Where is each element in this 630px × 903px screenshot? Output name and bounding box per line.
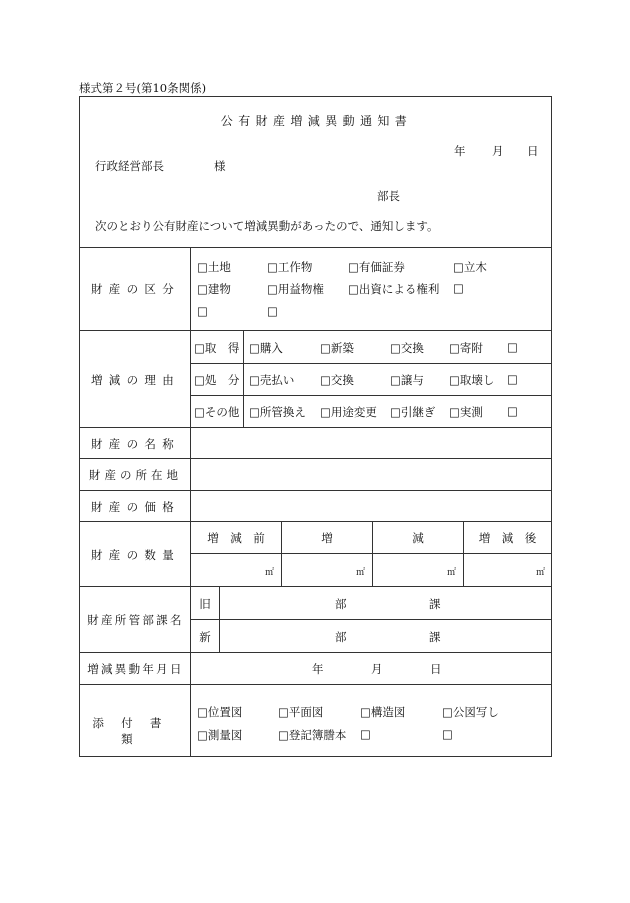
reason-option[interactable]: □所管換え <box>249 405 306 419</box>
location-label: 財産の所在地 <box>88 468 183 482</box>
date-month: 月 <box>492 144 504 158</box>
sender-department: 部長 <box>377 189 400 203</box>
reason-option[interactable]: □購入 <box>249 341 283 355</box>
name-field[interactable] <box>191 428 551 458</box>
rule <box>80 652 551 653</box>
category-option[interactable]: □立木 <box>453 260 487 274</box>
rule <box>190 395 551 396</box>
department-tag-divider <box>219 586 220 652</box>
attachment-option[interactable]: □測量図 <box>197 728 243 742</box>
category-option[interactable]: □ <box>197 304 208 318</box>
category-option[interactable]: □工作物 <box>267 260 313 274</box>
attachment-option[interactable]: □構造図 <box>360 705 406 719</box>
attachment-option[interactable]: □登記簿謄本 <box>278 728 347 742</box>
attachment-option[interactable]: □ <box>360 727 371 741</box>
attachment-option[interactable]: □ <box>442 727 453 741</box>
rule <box>80 684 551 685</box>
category-option[interactable]: □土地 <box>197 260 231 274</box>
rule <box>80 247 551 248</box>
reason-option[interactable]: □交換 <box>320 373 354 387</box>
department-new-bu: 部 <box>335 630 347 644</box>
reason-label: 増減の理由 <box>90 373 181 387</box>
name-label: 財産の名称 <box>90 437 181 451</box>
quantity-unit: ㎡ <box>265 568 275 578</box>
form-number: 様式第２号(第10条関係) <box>79 81 207 95</box>
quantity-header-decrease: 減 <box>412 531 424 545</box>
department-new-ka: 課 <box>429 630 441 644</box>
department-old-tag: 旧 <box>199 597 211 611</box>
attachment-option[interactable]: □公図写し <box>442 705 499 719</box>
quantity-label: 財産の数量 <box>90 548 181 562</box>
reason-head-divider <box>243 330 244 427</box>
reason-option[interactable]: □新築 <box>320 341 354 355</box>
quantity-unit: ㎡ <box>447 568 457 578</box>
reason-option[interactable]: □譲与 <box>390 373 424 387</box>
department-label: 財産所管部課名 <box>87 613 184 627</box>
category-option[interactable]: □用益物権 <box>267 282 324 296</box>
rule <box>80 521 551 522</box>
rule <box>80 330 551 331</box>
reason-option[interactable]: □交換 <box>390 341 424 355</box>
category-label: 財産の区分 <box>90 282 181 296</box>
department-old-ka: 課 <box>429 597 441 611</box>
reason-option[interactable]: □売払い <box>249 373 295 387</box>
reason-head-dispose[interactable]: □処 分 <box>194 373 240 387</box>
change-date-day: 日 <box>430 662 442 676</box>
reason-option[interactable]: □ <box>507 372 518 386</box>
date-day: 日 <box>527 144 539 158</box>
change-date-year: 年 <box>312 662 324 676</box>
change-date-label: 増減異動年月日 <box>87 662 184 676</box>
reason-option[interactable]: □取壊し <box>449 373 495 387</box>
addressee-name: 行政経営部長 <box>95 159 164 173</box>
quantity-header-increase: 増 <box>321 531 333 545</box>
category-option[interactable]: □建物 <box>197 282 231 296</box>
reason-option[interactable]: □引継ぎ <box>390 405 436 419</box>
rule <box>190 363 551 364</box>
category-option[interactable]: □出資による権利 <box>348 282 440 296</box>
rule <box>80 586 551 587</box>
rule <box>190 619 551 620</box>
location-field[interactable] <box>191 459 551 489</box>
form-title: 公有財産増減異動通知書 <box>220 114 413 128</box>
rule <box>190 553 551 554</box>
attachments-label: 添付書類 <box>92 716 179 746</box>
reason-option[interactable]: □寄附 <box>449 341 483 355</box>
quantity-unit: ㎡ <box>536 568 546 578</box>
quantity-header-after: 増 減 後 <box>478 531 537 545</box>
quantity-unit: ㎡ <box>356 568 366 578</box>
notification-form <box>79 96 552 757</box>
attachment-option[interactable]: □位置図 <box>197 705 243 719</box>
reason-option[interactable]: □ <box>507 340 518 354</box>
reason-option[interactable]: □用途変更 <box>320 405 377 419</box>
price-field[interactable] <box>191 491 551 521</box>
department-new-tag: 新 <box>199 630 211 644</box>
reason-option[interactable]: □ <box>507 404 518 418</box>
price-label: 財産の価格 <box>90 500 181 514</box>
department-old-bu: 部 <box>335 597 347 611</box>
reason-head-other[interactable]: □その他 <box>194 405 240 419</box>
reason-option[interactable]: □実測 <box>449 405 483 419</box>
addressee-honorific: 様 <box>214 159 226 173</box>
date-year: 年 <box>454 144 466 158</box>
change-date-month: 月 <box>371 662 383 676</box>
attachment-option[interactable]: □平面図 <box>278 705 324 719</box>
category-option[interactable]: □ <box>453 281 464 295</box>
category-option[interactable]: □有価証券 <box>348 260 405 274</box>
reason-head-acquire[interactable]: □取 得 <box>194 341 240 355</box>
intro-text: 次のとおり公有財産について増減異動があったので、通知します。 <box>95 219 439 233</box>
category-option[interactable]: □ <box>267 304 278 318</box>
quantity-header-before: 増 減 前 <box>207 531 265 545</box>
